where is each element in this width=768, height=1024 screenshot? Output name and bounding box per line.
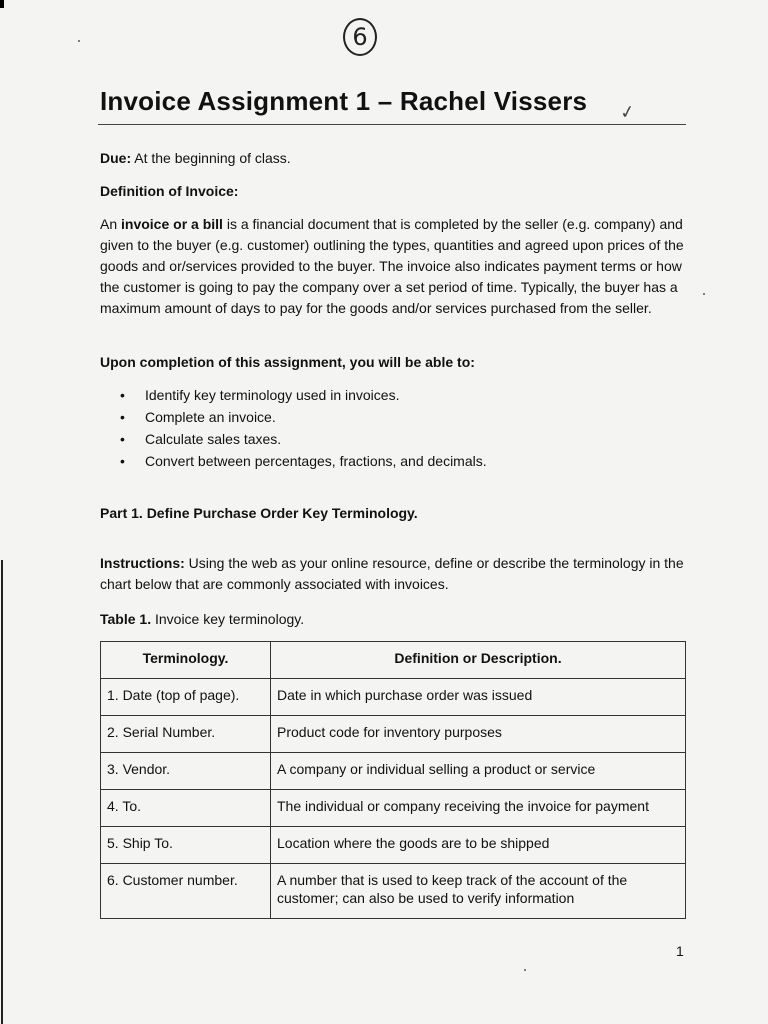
objective-item: • Convert between percentages, fractions, and decimals. [120,450,680,472]
table-header-row [101,642,686,679]
term-cell: 3. Vendor. [101,753,271,790]
term-cell: 4. To. [101,790,271,827]
objective-item: • Complete an invoice. [120,406,680,428]
due-label: Due: [100,150,132,166]
part1-heading: Part 1. Define Purchase Order Key Terminology. [100,505,418,521]
table-row [101,679,686,716]
term-cell: 6. Customer number. [101,864,271,919]
table-row [101,716,686,753]
objectives-heading: Upon completion of this assignment, you will be able to: [100,354,475,370]
definition-heading: Definition of Invoice: [100,183,239,199]
instructions-label: Instructions: [100,555,185,571]
document-title: Invoice Assignment 1 – Rachel Vissers [100,86,588,116]
table-row [101,753,686,790]
term-cell: 2. Serial Number. [101,716,271,753]
objective-item: • Calculate sales taxes. [120,428,680,450]
table-row [101,790,686,827]
table-caption [100,609,695,630]
scan-speck [524,969,526,971]
definition-term: invoice or a bill [121,216,223,232]
table-caption-label: Table 1. [100,611,152,627]
scan-speck [703,293,705,295]
circled-page-marker: 6 [343,18,377,56]
definition-lead: An [100,216,122,232]
due-line [100,148,695,169]
definition-cell: The individual or company receiving the invoice for payment [271,790,686,827]
objectives-list [120,384,680,472]
definition-paragraph [100,214,695,319]
checkmark-icon: ✓ [618,100,637,124]
title-underline [98,124,686,125]
due-text: At the beginning of class. [131,150,291,166]
column-header-terminology: Terminology. [101,642,271,679]
terminology-table [100,641,686,919]
definition-cell: A company or individual selling a product or service [271,753,686,790]
instructions-text: Using the web as your online resource, define or describe the terminology in the chart below that are commonly associated with invoices. [100,555,684,592]
page-number: 1 [676,943,684,959]
scan-edge-line [1,560,3,1024]
definition-cell: A number that is used to keep track of the account of the customer; can also be used to verify information [271,864,686,919]
instructions-paragraph [100,553,695,595]
scan-speck [78,40,80,42]
table-caption-text: Invoice key terminology. [151,611,305,627]
column-header-definition: Definition or Description. [271,642,686,679]
definition-cell: Location where the goods are to be shipped [271,827,686,864]
table-row [101,827,686,864]
table-row [101,864,686,919]
term-cell: 5. Ship To. [101,827,271,864]
term-cell: 1. Date (top of page). [101,679,271,716]
definition-text: is a financial document that is completed by the seller (e.g. company) and given to the buyer (e.g. customer) outlining the types, quantities and agreed upon prices of the goods and or/services provided to the buyer. The invoice also indicates payment terms or how the customer is going to pay the company over a set period of time. Typically, the buyer has a maximum amount of days to pay for the goods and/or services purchased from the seller. [100,216,684,316]
scan-edge-mark [0,0,4,8]
definition-cell: Product code for inventory purposes [271,716,686,753]
objective-item: • Identify key terminology used in invoices. [120,384,680,406]
definition-cell: Date in which purchase order was issued [271,679,686,716]
